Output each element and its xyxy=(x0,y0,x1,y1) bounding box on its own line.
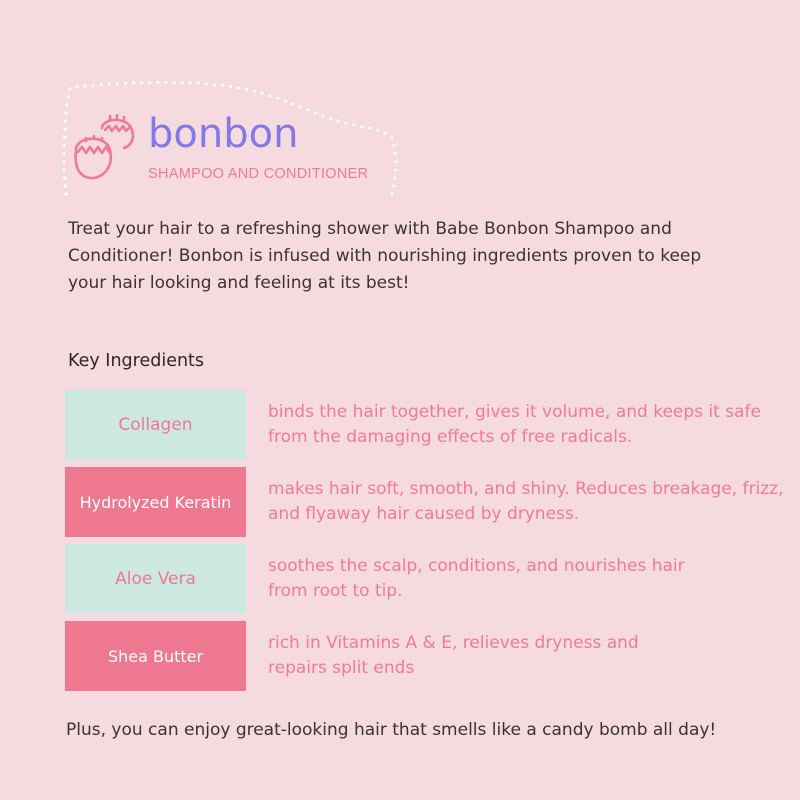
ingredient-description: rich in Vitamins A & E, relieves dryness and repairs split ends xyxy=(268,633,639,678)
ingredient-label: Collagen xyxy=(65,390,246,460)
ingredient-row-shea-butter xyxy=(65,621,785,691)
brand-tagline: SHAMPOO AND CONDITIONER xyxy=(148,166,369,182)
ingredient-description: makes hair soft, smooth, and shiny. Reduces breakage, frizz, and flyaway hair caused by dryness. xyxy=(268,479,784,524)
ingredient-row-aloe-vera xyxy=(65,544,785,614)
ingredient-label: Hydrolyzed Keratin xyxy=(65,467,246,537)
ingredient-row-hydrolyzed-keratin xyxy=(65,467,785,537)
ingredient-description: soothes the scalp, conditions, and nourishes hair from root to tip. xyxy=(268,556,685,601)
ingredient-row-collagen xyxy=(65,390,785,460)
ingredient-label: Aloe Vera xyxy=(65,544,246,614)
brand-name: bonbon xyxy=(148,111,299,157)
brand-logo xyxy=(58,76,403,196)
ingredient-label: Shea Butter xyxy=(65,621,246,691)
key-ingredients-heading: Key Ingredients xyxy=(68,351,205,371)
bonbon-candy-icon xyxy=(72,114,138,180)
ingredient-description: binds the hair together, gives it volume, and keeps it safe from the damaging effects of free radicals. xyxy=(268,402,761,447)
intro-paragraph: Treat your hair to a refreshing shower with Babe Bonbon Shampoo and Conditioner! Bonbon is infused with nourishing ingredients proven to keep your hair looking and feeling at its best! xyxy=(68,219,702,293)
closing-text: Plus, you can enjoy great-looking hair that smells like a candy bomb all day! xyxy=(66,720,717,740)
